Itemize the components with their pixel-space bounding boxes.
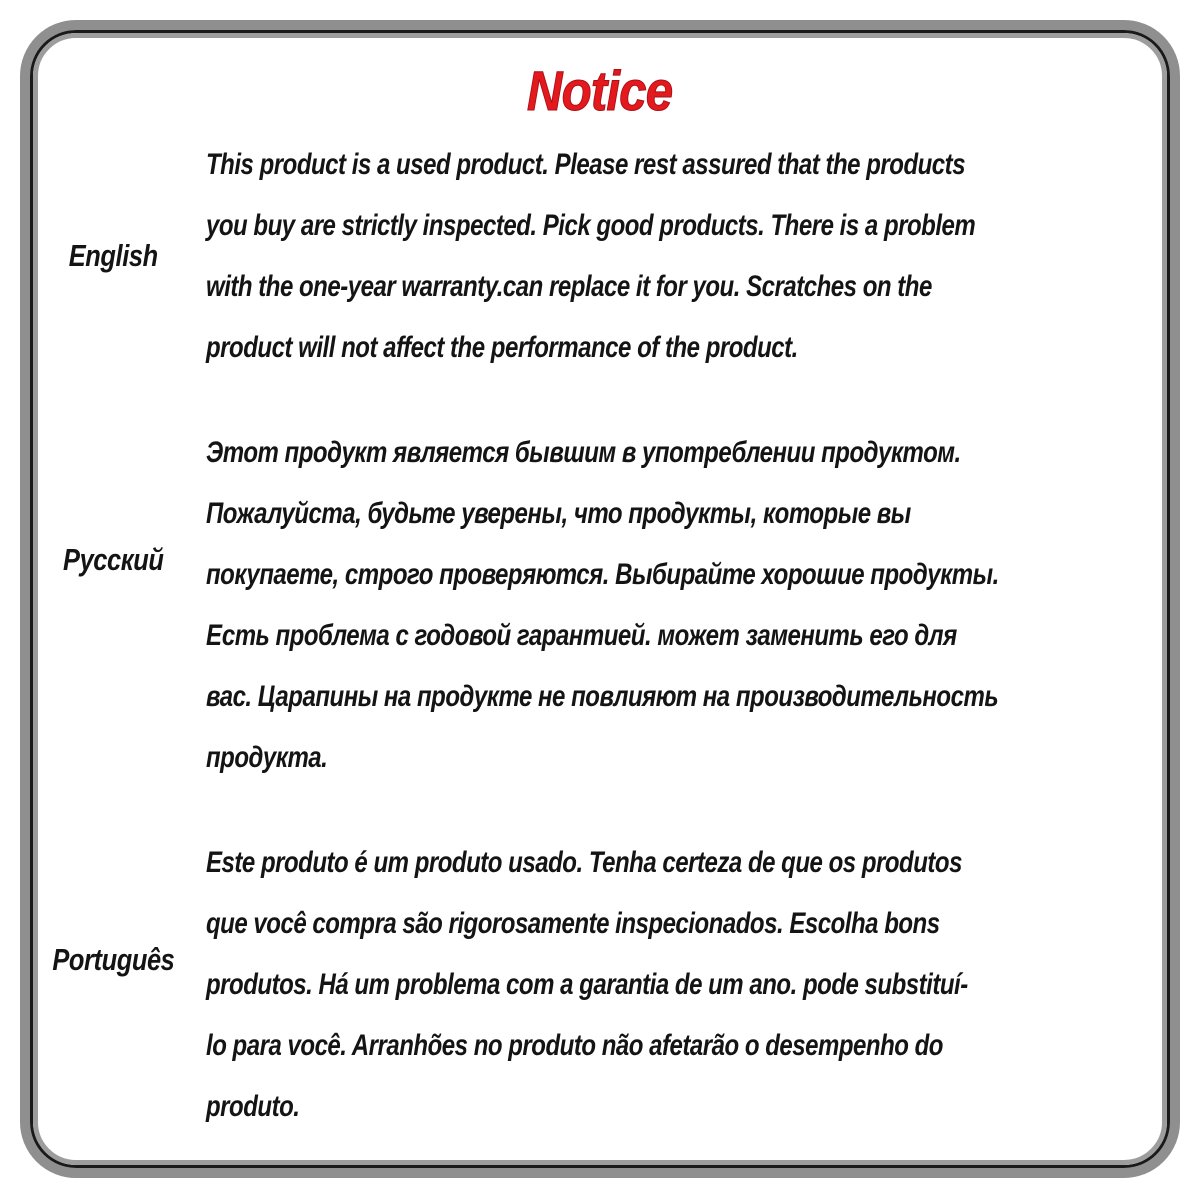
text-line: you buy are strictly inspected. Pick good products. There is a problem (206, 209, 976, 242)
notice-card-outer-border (20, 20, 1180, 1178)
language-label-russian: Русский (62, 542, 164, 577)
paragraph-portuguese (188, 832, 1162, 1137)
text-line: Есть проблема с годовой гарантией. может заменить его для (206, 619, 957, 652)
language-label-english: English (68, 238, 158, 273)
paragraph-russian (188, 422, 1197, 788)
text-line: продукта. (206, 741, 328, 774)
text-line: produtos. Há um problema com a garantia de um ano. pode substituí- (206, 968, 968, 1001)
section-russian (38, 422, 1162, 788)
text-line: Пожалуйста, будьте уверены, что продукты, которые вы (206, 497, 911, 530)
text-line: покупаете, строго проверяются. Выбирайте хорошие продукты. (206, 558, 999, 591)
language-label-portuguese: Português (51, 941, 174, 977)
notice-title: Notice (527, 59, 673, 122)
text-line: вас. Царапины на продукте не повлияют на производительность (206, 680, 999, 713)
language-label-cell (38, 542, 188, 623)
language-label-cell (38, 941, 188, 1003)
text-line: Этот продукт является бывшим в употреблении продуктом. (206, 436, 961, 469)
language-label-cell (38, 238, 188, 274)
text-line: que você compra são rigorosamente inspecionados. Escolha bons (206, 907, 940, 940)
text-line: with the one-year warranty.can replace it for you. Scratches on the (206, 270, 932, 303)
notice-sections (38, 134, 1162, 1137)
notice-card (33, 33, 1167, 1165)
notice-card-inner-line (30, 30, 1170, 1168)
text-line: Este produto é um produto usado. Tenha certeza de que os produtos (206, 846, 962, 879)
paragraph-english (188, 134, 1168, 378)
text-line: This product is a used product. Please rest assured that the products (206, 148, 966, 181)
text-line: produto. (206, 1090, 300, 1123)
text-line: product will not affect the performance of the product. (206, 331, 798, 364)
text-line: lo para você. Arranhões no produto não afetarão o desempenho do (206, 1029, 943, 1062)
title-row (38, 58, 1162, 122)
section-english (38, 134, 1162, 378)
section-portuguese (38, 832, 1162, 1137)
